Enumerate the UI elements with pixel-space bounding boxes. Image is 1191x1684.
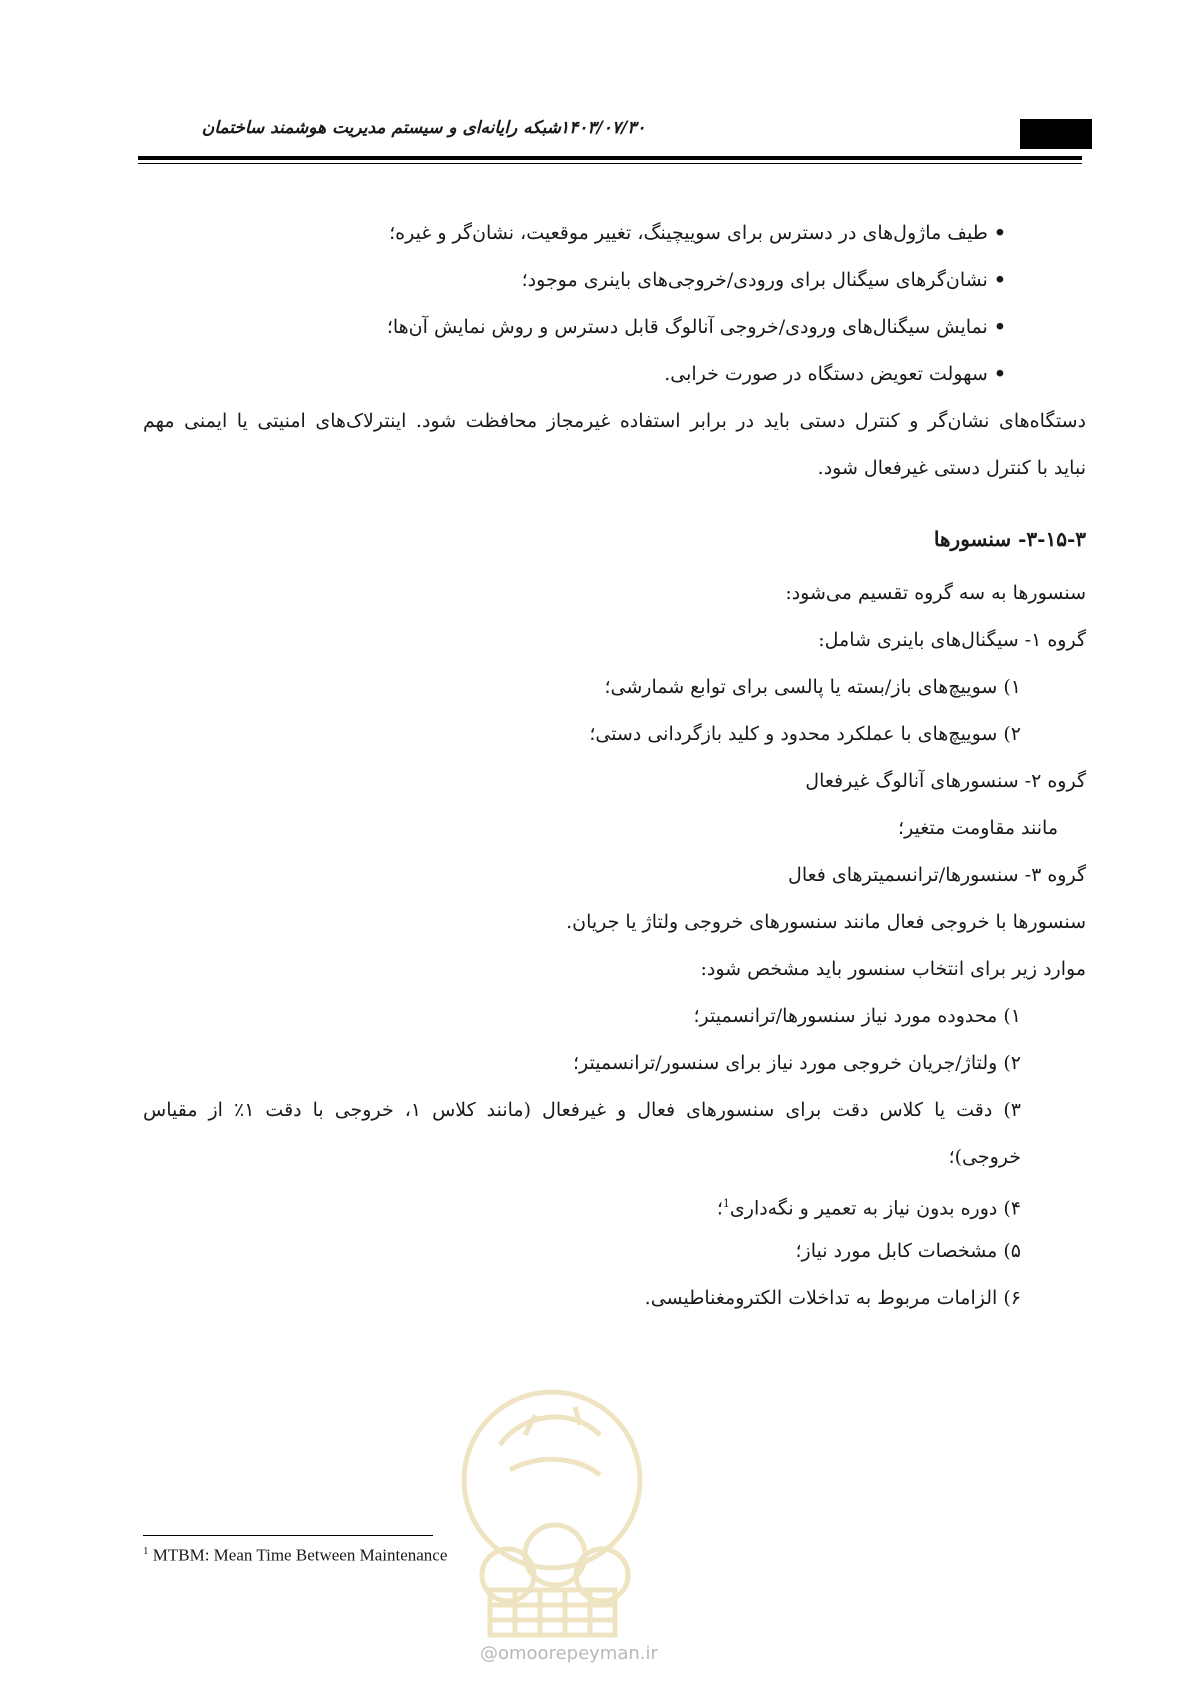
group-title: گروه ۲- سنسورهای آنالوگ غیرفعال (805, 770, 1086, 792)
selection-intro: موارد زیر برای انتخاب سنسور باید مشخص شود: (700, 958, 1086, 980)
bullet-item: •نمایش سیگنال‌های ورودی/خروجی آنالوگ قابل دسترس و روش نمایش آن‌ها؛ (386, 316, 1006, 338)
header-date: ۱۴۰۳/۰۷/۳۰ (560, 118, 646, 138)
section-intro: سنسورها به سه گروه تقسیم می‌شود: (785, 582, 1086, 604)
paragraph-line: دستگاه‌های نشان‌گر و کنترل دستی باید در برابر استفاده غیرمجاز محافظت شود. اینترلاک‌های امنیتی یا ایمنی مهم (143, 410, 1086, 432)
list-item: مانند مقاومت متغیر؛ (898, 817, 1058, 839)
list-item: ۶) الزامات مربوط به تداخلات الکترومغناطیسی. (644, 1287, 1021, 1309)
group-title: گروه ۳- سنسورها/ترانسمیترهای فعال (788, 864, 1086, 886)
group-description: سنسورها با خروجی فعال مانند سنسورهای خروجی ولتاژ یا جریان. (566, 911, 1086, 933)
section-heading: ۳-۱۵-۳- سنسورها (933, 527, 1086, 551)
footnote-rule (143, 1535, 433, 1536)
list-item: ۴) دوره بدون نیاز به تعمیر و نگه‌داری$^1$؛ (716, 1197, 1021, 1220)
list-item: ۲) ولتاژ/جریان خروجی مورد نیاز برای سنسور/ترانسمیتر؛ (573, 1052, 1021, 1074)
header-rule-thick (138, 156, 1082, 160)
list-item-continuation: خروجی)؛ (948, 1146, 1021, 1168)
watermark-seal (460, 1375, 645, 1645)
page-number-box (1020, 119, 1092, 149)
list-item: ۳) دقت یا کلاس دقت برای سنسورهای فعال و غیرفعال (مانند کلاس ۱، خروجی با دقت ۱٪ از مقیاس (143, 1099, 1021, 1121)
header-rule-thin (138, 163, 1082, 164)
watermark-text: @omoorepeyman.ir (480, 1643, 658, 1664)
bullet-item: •طیف ماژول‌های در دسترس برای سوییچینگ، تغییر موقعیت، نشان‌گر و غیره؛ (389, 222, 1006, 244)
group-title: گروه ۱- سیگنال‌های باینری شامل: (818, 629, 1086, 651)
header-title: شبکه رایانه‌ای و سیستم مدیریت هوشمند ساختمان (201, 118, 561, 138)
list-item: ۱) محدوده مورد نیاز سنسورها/ترانسمیتر؛ (693, 1005, 1021, 1027)
bullet-item: •سهولت تعویض دستگاه در صورت خرابی. (664, 363, 1006, 385)
paragraph-line: نباید با کنترل دستی غیرفعال شود. (817, 457, 1086, 479)
footnote: $^1$ MTBM: Mean Time Between Maintenance (143, 1545, 448, 1565)
list-item: ۲) سوییچ‌های با عملکرد محدود و کلید بازگردانی دستی؛ (589, 723, 1021, 745)
list-item: ۵) مشخصات کابل مورد نیاز؛ (795, 1240, 1021, 1262)
list-item: ۱) سوییچ‌های باز/بسته یا پالسی برای توابع شمارشی؛ (604, 676, 1021, 698)
bullet-item: •نشان‌گرهای سیگنال برای ورودی/خروجی‌های باینری موجود؛ (521, 269, 1006, 291)
footnote-reference[interactable]: 1 (722, 1197, 730, 1210)
footnote-mark: 1 (143, 1545, 149, 1557)
